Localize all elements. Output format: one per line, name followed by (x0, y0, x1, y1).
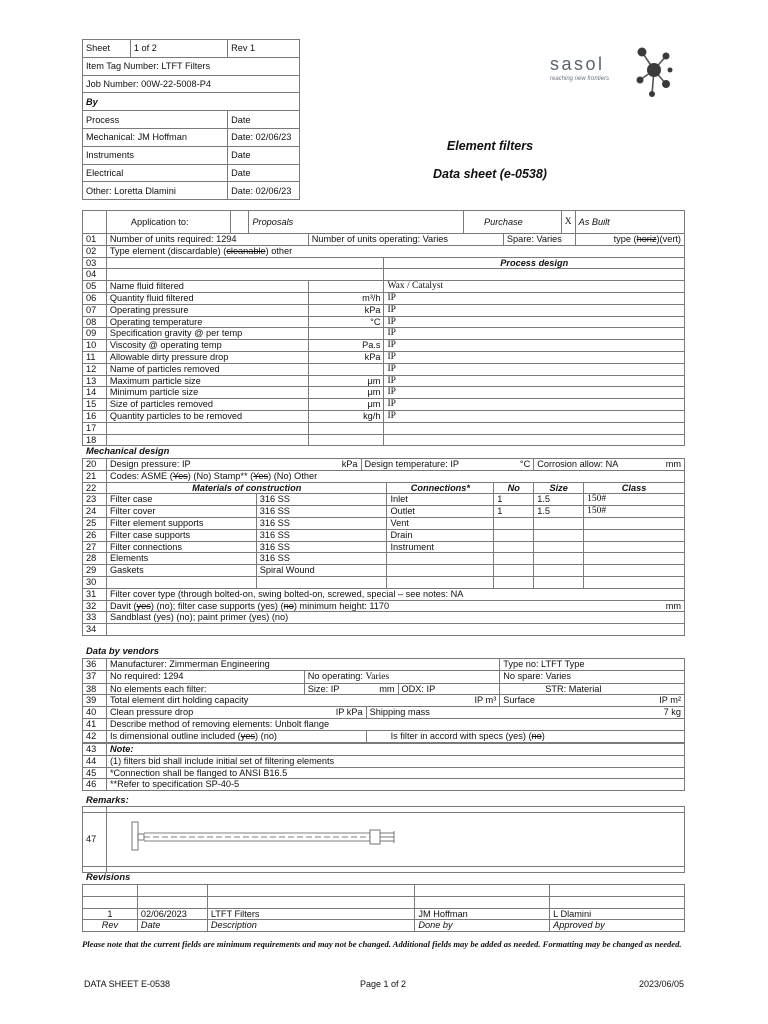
connection-no (494, 529, 534, 541)
material-item: Filter case supports (106, 529, 256, 541)
process-unit: Pa.s (308, 340, 384, 352)
size-heading: Size (534, 482, 584, 494)
connection-name: Vent (387, 517, 494, 529)
codes-row: Codes: ASME (Yes) (No) Stamp** (Yes) (No) Other (106, 470, 684, 482)
title-element-filters: Element filters (446, 139, 534, 153)
row-num: 33 (83, 612, 107, 624)
process-value: IP (384, 328, 685, 340)
process-unit (308, 434, 384, 446)
footer-page: Page 1 of 2 (360, 979, 407, 989)
date-header: Date (137, 920, 207, 932)
units-operating: Number of units operating: Varies (308, 234, 503, 246)
footer-date: 2023/06/05 (638, 979, 684, 989)
process-row (83, 281, 685, 293)
process-value (384, 434, 685, 446)
process-value: IP (384, 340, 685, 352)
material-item: Gaskets (106, 565, 256, 577)
connection-class (584, 517, 685, 529)
no-required: No required: 1294 (106, 670, 304, 683)
process-unit: μm (308, 387, 384, 399)
surface: Surface IP m² (500, 695, 685, 707)
note-heading: Note: (106, 744, 684, 756)
element-size: Size: IP mm (304, 683, 398, 695)
material-row (83, 529, 685, 541)
approved-by-header: Approved by (550, 920, 685, 932)
davit-row: Davit (yes) (no); filter case supports (yes) (no) minimum height: 1170 mm (106, 600, 684, 612)
row-num: 02 (83, 245, 107, 257)
material-value: 316 SS (256, 506, 387, 518)
type-element: Type element (discardable) (cleanable) other (106, 245, 684, 257)
connection-class (584, 553, 685, 565)
connection-name: Outlet (387, 506, 494, 518)
row-num: 38 (83, 683, 107, 695)
row-num: 29 (83, 565, 107, 577)
material-value: Spiral Wound (256, 565, 387, 577)
connection-name: Inlet (387, 494, 494, 506)
data-by-vendors-heading: Data by vendors (86, 645, 159, 656)
row-num: 10 (83, 340, 107, 352)
sandblast-row: Sandblast (yes) (no); paint primer (yes) (no) (106, 612, 684, 624)
revisions-heading: Revisions (86, 871, 131, 882)
process-value: IP (384, 399, 685, 411)
process-unit (308, 328, 384, 340)
connection-no (494, 517, 534, 529)
electrical-date: Date (228, 164, 300, 182)
mechanical-label: Mechanical: JM Hoffman (83, 128, 228, 146)
note-1: (1) filters bid shall include initial set of filtering elements (106, 755, 684, 767)
spare-units: Spare: Varies (503, 234, 575, 246)
material-value: 316 SS (256, 529, 387, 541)
item-tag: Item Tag Number: LTFT Filters (83, 57, 300, 75)
process-label: Name of particles removed (106, 363, 308, 375)
process-value: IP (384, 410, 685, 422)
manufacturer: Manufacturer: Zimmerman Engineering (106, 659, 499, 671)
material-item: Filter case (106, 494, 256, 506)
connection-class (584, 576, 685, 588)
row-num: 08 (83, 316, 107, 328)
row-num: 16 (83, 410, 107, 422)
process-label (106, 422, 308, 434)
revision-number: 1 (83, 908, 138, 920)
connection-class (584, 541, 685, 553)
connection-name (387, 553, 494, 565)
process-label: Quantity particles to be removed (106, 410, 308, 422)
process-label: Maximum particle size (106, 375, 308, 387)
process-design-heading: Process design (384, 257, 685, 269)
footer-doc-id: DATA SHEET E-0538 (84, 979, 171, 989)
row-num: 40 (83, 707, 107, 719)
purchase-label: Purchase (463, 211, 561, 234)
str: STR: Material (500, 683, 685, 695)
molecule-icon (632, 42, 676, 100)
remarks-heading: Remarks: (86, 794, 129, 805)
clean-pressure-drop: Clean pressure drop IP kPa (106, 707, 366, 719)
process-unit: kg/h (308, 410, 384, 422)
no-elements: No elements each filter: (106, 683, 304, 695)
material-row (83, 541, 685, 553)
row-num: 47 (83, 813, 107, 867)
material-value: 316 SS (256, 494, 387, 506)
row-num: 01 (83, 234, 107, 246)
revision-approved-by: L Dlamini (550, 908, 685, 920)
row-num: 30 (83, 576, 107, 588)
other-date: Date: 02/06/23 (228, 182, 300, 200)
connection-size (534, 553, 584, 565)
description-header: Description (207, 920, 415, 932)
no-spare: No spare: Varies (500, 670, 685, 683)
class-heading: Class (584, 482, 685, 494)
connection-class: 150# (584, 494, 685, 506)
no-heading: No (494, 482, 534, 494)
process-row (83, 304, 685, 316)
material-row (83, 565, 685, 577)
note-2: *Connection shall be flanged to ANSI B16.5 (106, 767, 684, 779)
process-unit (308, 363, 384, 375)
process-row (83, 328, 685, 340)
connection-class (584, 529, 685, 541)
process-value: IP (384, 375, 685, 387)
process-unit: μm (308, 375, 384, 387)
title-data-sheet: Data sheet (e-0538) (433, 167, 547, 181)
connection-name: Instrument (387, 541, 494, 553)
material-value: 316 SS (256, 553, 387, 565)
row-num: 43 (83, 744, 107, 756)
row-num: 05 (83, 281, 107, 293)
process-unit: kPa (308, 304, 384, 316)
mechanical-design-heading: Mechanical design (86, 445, 170, 456)
rev-label: Rev 1 (228, 40, 300, 58)
row-num: 25 (83, 517, 107, 529)
process-row (83, 292, 685, 304)
connection-no (494, 565, 534, 577)
material-item: Filter connections (106, 541, 256, 553)
row-num: 31 (83, 588, 107, 600)
process-value (384, 422, 685, 434)
process-label: Allowable dirty pressure drop (106, 351, 308, 363)
row-num: 07 (83, 304, 107, 316)
process-value: IP (384, 304, 685, 316)
material-item (106, 576, 256, 588)
row-num: 41 (83, 718, 107, 730)
by-label: By (83, 93, 300, 111)
process-label: Size of particles removed (106, 399, 308, 411)
row-num: 27 (83, 541, 107, 553)
row-num: 12 (83, 363, 107, 375)
material-row (83, 506, 685, 518)
connection-class: 150# (584, 506, 685, 518)
connection-no (494, 553, 534, 565)
vendors-table (82, 658, 685, 743)
process-row (83, 410, 685, 422)
as-built-label: As Built (575, 211, 684, 234)
row-num: 45 (83, 767, 107, 779)
process-row (83, 340, 685, 352)
process-value: IP (384, 363, 685, 375)
row-num: 24 (83, 506, 107, 518)
connection-no (494, 541, 534, 553)
material-value: 316 SS (256, 541, 387, 553)
material-row (83, 517, 685, 529)
units-required: Number of units required: 1294 (106, 234, 308, 246)
material-row (83, 576, 685, 588)
connection-size (534, 565, 584, 577)
connections-heading: Connections* (387, 482, 494, 494)
dirt-capacity: Total element dirt holding capacity IP m³ (106, 695, 499, 707)
connection-size (534, 541, 584, 553)
filter-cover-type: Filter cover type (through bolted-on, swing bolted-on, screwed, special – see notes: NA (106, 588, 684, 600)
filter-accord: Is filter in accord with specs (yes) (no) (366, 730, 684, 742)
process-row (83, 387, 685, 399)
row-num: 28 (83, 553, 107, 565)
row-num: 20 (83, 459, 107, 471)
row-num (83, 211, 107, 234)
row-num: 04 (83, 269, 107, 281)
remarks-table (82, 806, 685, 873)
mechanical-date: Date: 02/06/23 (228, 128, 300, 146)
instruments-label: Instruments (83, 146, 228, 164)
process-date: Date (228, 111, 300, 129)
rev-header: Rev (83, 920, 138, 932)
process-unit: μm (308, 399, 384, 411)
row-num: 17 (83, 422, 107, 434)
connection-size: 1.5 (534, 494, 584, 506)
process-value: IP (384, 351, 685, 363)
connection-size: 1.5 (534, 506, 584, 518)
row-num: 18 (83, 434, 107, 446)
process-row (83, 363, 685, 375)
process-label: Name fluid filtered (106, 281, 308, 293)
done-by-header: Done by (415, 920, 550, 932)
process-unit (308, 422, 384, 434)
connection-name (387, 565, 494, 577)
row-num: 03 (83, 257, 107, 269)
design-temperature: Design temperature: IP °C (361, 459, 534, 471)
connection-no (494, 576, 534, 588)
logo-tagline: reaching new frontiers (550, 76, 610, 82)
connection-name: Drain (387, 529, 494, 541)
row-num: 36 (83, 659, 107, 671)
material-row (83, 553, 685, 565)
row-num: 46 (83, 779, 107, 791)
notes-table (82, 743, 685, 791)
row-num: 11 (83, 351, 107, 363)
connection-name (387, 576, 494, 588)
material-value (256, 576, 387, 588)
electrical-label: Electrical (83, 164, 228, 182)
row-num: 44 (83, 755, 107, 767)
process-table (82, 210, 685, 446)
process-row (83, 434, 685, 446)
revisions-table (82, 884, 685, 932)
process-value: IP (384, 316, 685, 328)
mechanical-table (82, 458, 685, 636)
process-value: IP (384, 292, 685, 304)
sheet-value: 1 of 2 (130, 40, 227, 58)
process-row (83, 316, 685, 328)
application-to-label: Application to: (106, 211, 231, 234)
header-table (82, 39, 300, 200)
connection-class (584, 565, 685, 577)
other-label: Other: Loretta Dlamini (83, 182, 228, 200)
as-built-mark: X (561, 211, 575, 234)
process-row (83, 399, 685, 411)
row-num: 21 (83, 470, 107, 482)
instruments-date: Date (228, 146, 300, 164)
row-num: 13 (83, 375, 107, 387)
process-row (83, 375, 685, 387)
filter-drawing-svg (110, 818, 400, 858)
corrosion-allow: Corrosion allow: NA mm (534, 459, 685, 471)
note-3: **Refer to specification SP-40-5 (106, 779, 684, 791)
process-unit: m³/h (308, 292, 384, 304)
sheet-label: Sheet (83, 40, 131, 58)
revision-date: 02/06/2023 (137, 908, 207, 920)
row-num: 09 (83, 328, 107, 340)
material-item: Filter cover (106, 506, 256, 518)
process-label: Quantity fluid filtered (106, 292, 308, 304)
process-label: Operating temperature (106, 316, 308, 328)
revision-description: LTFT Filters (207, 908, 415, 920)
job-number: Job Number: 00W-22-5008-P4 (83, 75, 300, 93)
process-label: Process (83, 111, 228, 129)
row-num: 32 (83, 600, 107, 612)
row-num: 26 (83, 529, 107, 541)
connection-size (534, 517, 584, 529)
process-label: Operating pressure (106, 304, 308, 316)
material-item: Elements (106, 553, 256, 565)
type-no: Type no: LTFT Type (500, 659, 685, 671)
dimensional-outline: Is dimensional outline included (yes) (no) (106, 730, 366, 742)
process-unit: °C (308, 316, 384, 328)
process-row (83, 351, 685, 363)
design-pressure: Design pressure: IP kPa (106, 459, 361, 471)
process-row (83, 422, 685, 434)
material-item: Filter element supports (106, 517, 256, 529)
row-num: 06 (83, 292, 107, 304)
process-label: Viscosity @ operating temp (106, 340, 308, 352)
filter-element-drawing (106, 813, 684, 867)
revision-done-by: JM Hoffman (415, 908, 550, 920)
materials-heading: Materials of construction (106, 482, 387, 494)
shipping-mass: Shipping mass 7 kg (366, 707, 684, 719)
odx: ODX: IP (398, 683, 500, 695)
connection-size (534, 576, 584, 588)
row-num: 23 (83, 494, 107, 506)
material-value: 316 SS (256, 517, 387, 529)
no-operating: No operating: Varies (304, 670, 500, 683)
footnote: Please note that the current fields are minimum requirements and may not be changed. Additional fields may be added as needed. Formatting may be changed as needed. (82, 939, 682, 949)
row-num: 15 (83, 399, 107, 411)
process-label: Specification gravity @ per temp (106, 328, 308, 340)
sasol-logo (548, 42, 676, 102)
process-value: Wax / Catalyst (384, 281, 685, 293)
row-num: 22 (83, 482, 107, 494)
proposals-label: Proposals (249, 211, 464, 234)
connection-no: 1 (494, 494, 534, 506)
row-num: 42 (83, 730, 107, 742)
row-num: 34 (83, 624, 107, 636)
row-num: 14 (83, 387, 107, 399)
material-row (83, 494, 685, 506)
connection-size (534, 529, 584, 541)
removing-method: Describe method of removing elements: Unbolt flange (106, 718, 684, 730)
type-orientation: type (horiz)(vert) (575, 234, 684, 246)
row-num: 39 (83, 695, 107, 707)
process-label: Minimum particle size (106, 387, 308, 399)
process-unit (308, 281, 384, 293)
connection-no: 1 (494, 506, 534, 518)
row-num: 37 (83, 670, 107, 683)
process-value: IP (384, 387, 685, 399)
logo-text: sasol (550, 54, 605, 74)
process-unit: kPa (308, 351, 384, 363)
